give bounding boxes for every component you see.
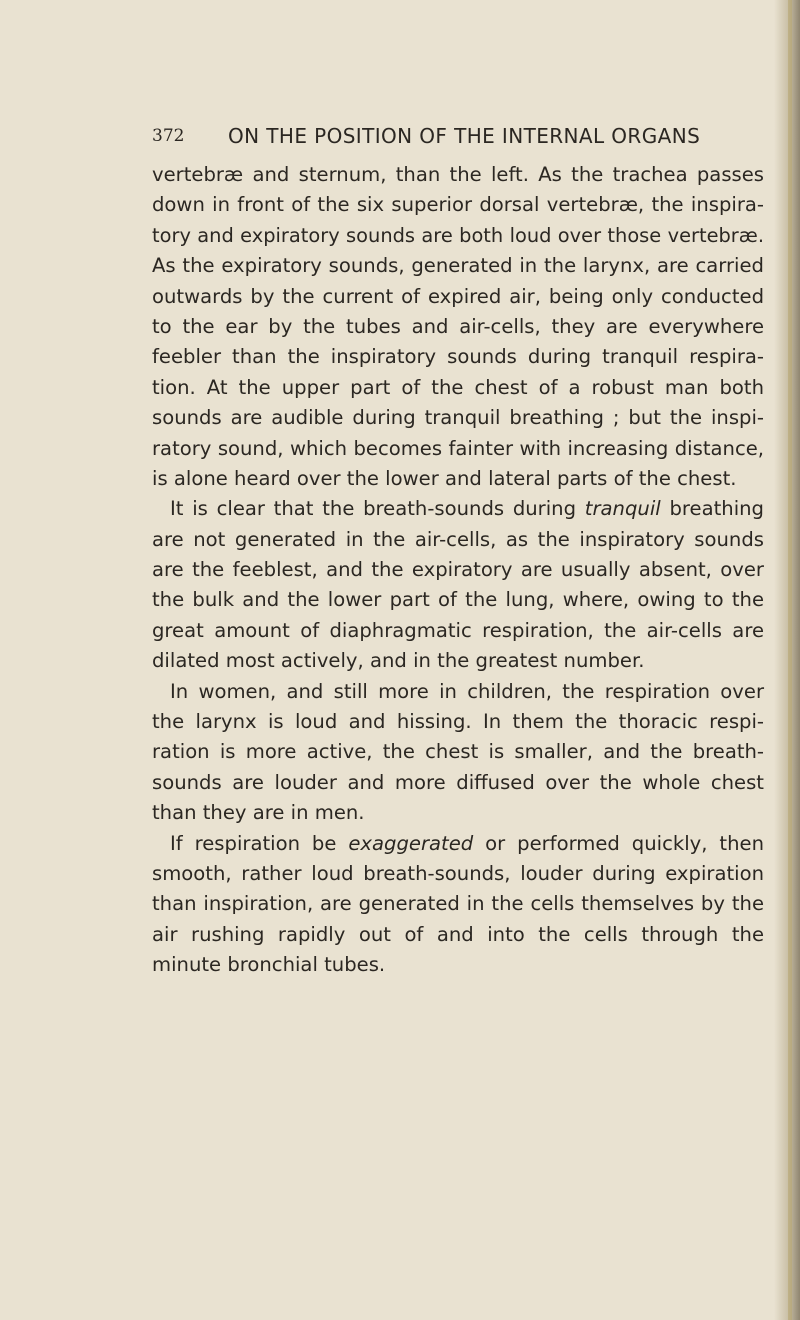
page-number: 372	[152, 126, 185, 146]
text-line	[152, 829, 764, 859]
text-line: minute bronchial tubes.	[152, 953, 386, 977]
running-head: ON THE POSITION OF THE INTERNAL ORGANS	[228, 124, 701, 148]
text-segment: breathing	[660, 497, 764, 521]
text-line: ratory sound, which becomes fainter with increasing distance,	[152, 436, 764, 460]
text-line: to the ear by the tubes and air-cells, they are everywhere	[152, 314, 764, 338]
page-gutter-shadow	[774, 0, 800, 1320]
text-line: than inspiration, are generated in the cells themselves by the	[152, 892, 764, 916]
text-line: the larynx is loud and hissing. In them the thoracic respi-	[152, 710, 764, 734]
text-line: As the expiratory sounds, generated in the larynx, are carried	[152, 254, 764, 278]
text-segment: or performed quickly, then	[473, 831, 765, 855]
text-line: than they are in men.	[152, 801, 365, 825]
text-line: outwards by the current of expired air, being only conducted	[152, 284, 764, 308]
text-line: tion. At the upper part of the chest of a robust man both	[152, 375, 764, 399]
text-line: smooth, rather loud breath-sounds, louder during expiration	[152, 861, 764, 885]
text-line: sounds are louder and more diffused over the whole chest	[152, 770, 764, 794]
text-line: the bulk and the lower part of the lung, where, owing to the	[152, 588, 764, 612]
text-line: air rushing rapidly out of and into the cells through the	[152, 922, 764, 946]
text-line: are not generated in the air-cells, as the inspiratory sounds	[152, 527, 764, 551]
italic-emphasis: exaggerated	[348, 831, 474, 855]
text-line: vertebræ and sternum, than the left. As the trachea passes	[152, 163, 764, 186]
text-segment: It is clear that the breath-sounds during	[170, 497, 585, 521]
text-line: feebler than the inspiratory sounds during tranquil respira-	[152, 345, 764, 369]
text-line	[152, 494, 764, 524]
text-line: tory and expiratory sounds are both loud over those vertebræ.	[152, 223, 764, 247]
text-line: ration is more active, the chest is smaller, and the breath-	[152, 740, 764, 764]
page-edge	[788, 0, 792, 1320]
text-line: In women, and still more in children, the respiration over	[170, 679, 764, 703]
text-line: great amount of diaphragmatic respiration, the air-cells are	[152, 618, 764, 642]
text-line: down in front of the six superior dorsal vertebræ, the inspira-	[152, 193, 764, 217]
text-line: dilated most actively, and in the greatest number.	[152, 649, 645, 673]
text-line: is alone heard over the lower and lateral parts of the chest.	[152, 466, 737, 490]
text-segment: If respiration be	[170, 831, 349, 855]
italic-emphasis: tranquil	[584, 497, 661, 521]
text-line: are the feeblest, and the expiratory are usually absent, over	[152, 558, 764, 582]
page-header	[152, 124, 772, 154]
text-line: sounds are audible during tranquil breathing ; but the inspi-	[152, 406, 764, 430]
body-text	[152, 160, 764, 981]
